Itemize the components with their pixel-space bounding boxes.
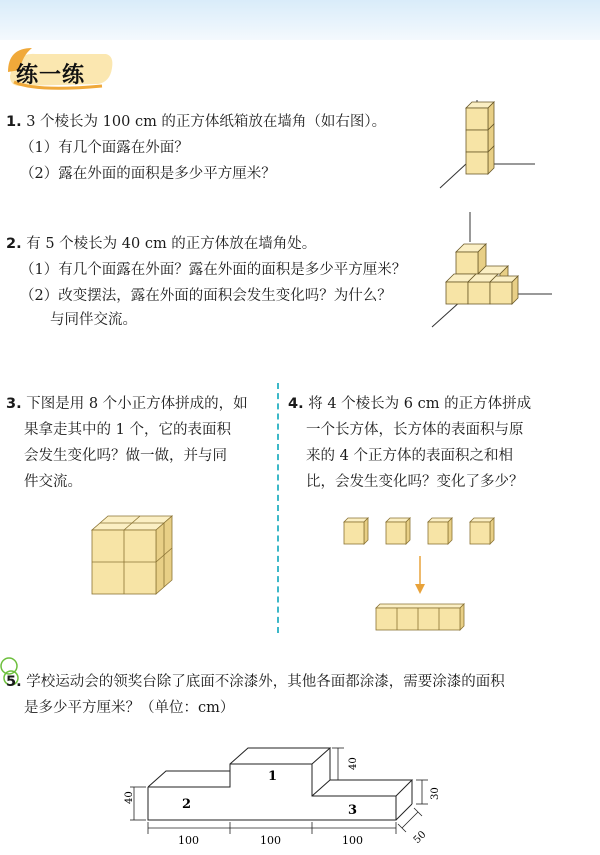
q5-line-2: 是多少平方厘米？（单位：cm） xyxy=(24,700,235,716)
q4-line-2: 一个长方体，长方体的表面积与原 xyxy=(306,422,524,438)
column-divider xyxy=(277,383,279,633)
q5-line-1: 5. 学校运动会的领奖台除了底面不涂漆外，其他各面都涂漆，需要涂漆的面积 xyxy=(6,674,505,690)
podium-label-2: 2 xyxy=(182,797,192,812)
dim-left-height: 40 xyxy=(124,791,135,804)
podium-figure xyxy=(112,738,452,850)
header-band xyxy=(0,0,600,40)
section-title: 练一练 xyxy=(16,63,86,88)
separate-cube-4 xyxy=(470,518,494,544)
q4-line-4: 比，会发生变化吗？变化了多少？ xyxy=(306,474,524,490)
q2-number: 2. xyxy=(6,236,22,252)
q3-line-3: 会发生变化吗？做一做，并与同 xyxy=(24,448,227,464)
q1-number: 1. xyxy=(6,114,22,130)
dim-width-2: 100 xyxy=(260,834,281,847)
q2-sub2: （2）改变摆法，露在外面的面积会发生变化吗？为什么？ xyxy=(20,288,392,304)
q4-number: 4. xyxy=(288,396,304,412)
dim-top-height: 40 xyxy=(348,757,359,770)
q2-sub1: （1）有几个面露在外面？露在外面的面积是多少平方厘米？ xyxy=(20,262,407,278)
separate-cube-1 xyxy=(344,518,368,544)
q4-line-1: 4. 将 4 个棱长为 6 cm 的正方体拼成 xyxy=(288,396,532,412)
q2-stem: 有 5 个棱长为 40 cm 的正方体放在墙角处。 xyxy=(26,236,317,252)
q2-sub2-continued: 与同伴交流。 xyxy=(50,312,137,328)
q3-line-2: 果拿走其中的 1 个，它的表面积 xyxy=(24,422,231,438)
q1-stem: 3 个棱长为 100 cm 的正方体纸箱放在墙角（如右图）。 xyxy=(26,114,387,130)
q5-number: 5. xyxy=(6,674,22,690)
dim-width-3: 100 xyxy=(342,834,363,847)
dim-width-1: 100 xyxy=(178,834,199,847)
q4-cubes-to-cuboid-figure xyxy=(340,512,500,637)
down-arrow xyxy=(415,556,425,594)
separate-cube-2 xyxy=(386,518,410,544)
q2-stem-line xyxy=(6,232,316,253)
q3-number: 3. xyxy=(6,396,22,412)
q1-stem-line xyxy=(6,110,386,131)
q3-line-1: 3. 下图是用 8 个小正方体拼成的，如 xyxy=(6,396,248,412)
q3-line-4: 件交流。 xyxy=(24,474,82,490)
podium-label-3: 3 xyxy=(348,803,358,818)
dim-depth: 50 xyxy=(411,829,429,847)
combined-cuboid xyxy=(376,604,464,630)
q3-cube-2x2x2-figure xyxy=(92,516,187,611)
q4-line-3: 来的 4 个正方体的表面积之和相 xyxy=(306,448,513,464)
podium-label-1: 1 xyxy=(268,769,278,784)
q1-sub1: （1）有几个面露在外面？ xyxy=(20,140,189,156)
q2-cube-corner-figure xyxy=(432,212,557,332)
stacked-cube xyxy=(466,102,494,174)
q1-cube-stack-figure xyxy=(440,100,550,195)
dim-right-height: 30 xyxy=(430,787,441,800)
separate-cube-3 xyxy=(428,518,452,544)
q1-sub2: （2）露在外面的面积是多少平方厘米？ xyxy=(20,166,276,182)
